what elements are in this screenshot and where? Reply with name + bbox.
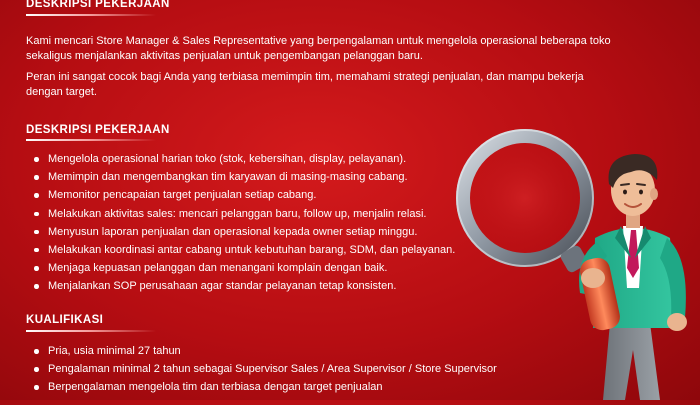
qualifications-heading: KUALIFIKASI	[26, 314, 104, 326]
duties-underline	[26, 139, 156, 141]
list-item: Berpengalaman mengelola tim dan terbiasa dengan target penjualan	[30, 378, 497, 396]
description-paragraph-1	[26, 34, 666, 64]
list-item: Pria, usia minimal 27 tahun	[30, 342, 497, 360]
list-item: Menyusun laporan penjualan dan operasional kepada owner setiap minggu.	[30, 223, 455, 241]
description-paragraph-1-line-1: Kami mencari Store Manager & Sales Representative yang berpengalaman untuk mengelola operasional beberapa toko	[26, 35, 611, 47]
qualifications-underline	[26, 330, 156, 332]
description-heading: DESKRIPSI PEKERJAAN	[26, 0, 170, 10]
list-item: Memonitor pencapaian target penjualan setiap cabang.	[30, 186, 455, 204]
description-paragraph-1-line-2: sekaligus menjalankan aktivitas penjualan untuk pengembangan pelanggan baru.	[26, 50, 423, 62]
list-item: Melakukan koordinasi antar cabang untuk kebutuhan barang, SDM, dan pelayanan.	[30, 241, 455, 259]
description-paragraph-2-line-2: dengan target.	[26, 86, 97, 98]
list-item: Mengelola operasional harian toko (stok, kebersihan, display, pelayanan).	[30, 150, 455, 168]
qualifications-list	[30, 342, 497, 397]
list-item: Memimpin dan mengembangkan tim karyawan di masing-masing cabang.	[30, 168, 455, 186]
duties-heading: DESKRIPSI PEKERJAAN	[26, 124, 170, 136]
magnifying-glass-businessman-icon	[445, 118, 700, 400]
duties-list	[30, 150, 455, 296]
description-paragraph-2-line-1: Peran ini sangat cocok bagi Anda yang terbiasa memimpin tim, memahami strategi penjualan, dan mampu bekerja	[26, 71, 584, 83]
description-underline	[26, 14, 156, 16]
list-item: Menjaga kepuasan pelanggan dan menangani komplain dengan baik.	[30, 259, 455, 277]
list-item: Menjalankan SOP perusahaan agar standar pelayanan tetap konsisten.	[30, 277, 455, 295]
list-item: Melakukan aktivitas sales: mencari pelanggan baru, follow up, menjalin relasi.	[30, 205, 455, 223]
list-item: Pengalaman minimal 2 tahun sebagai Supervisor Sales / Area Supervisor / Store Supervisor	[30, 360, 497, 378]
description-paragraph-2	[26, 70, 666, 100]
